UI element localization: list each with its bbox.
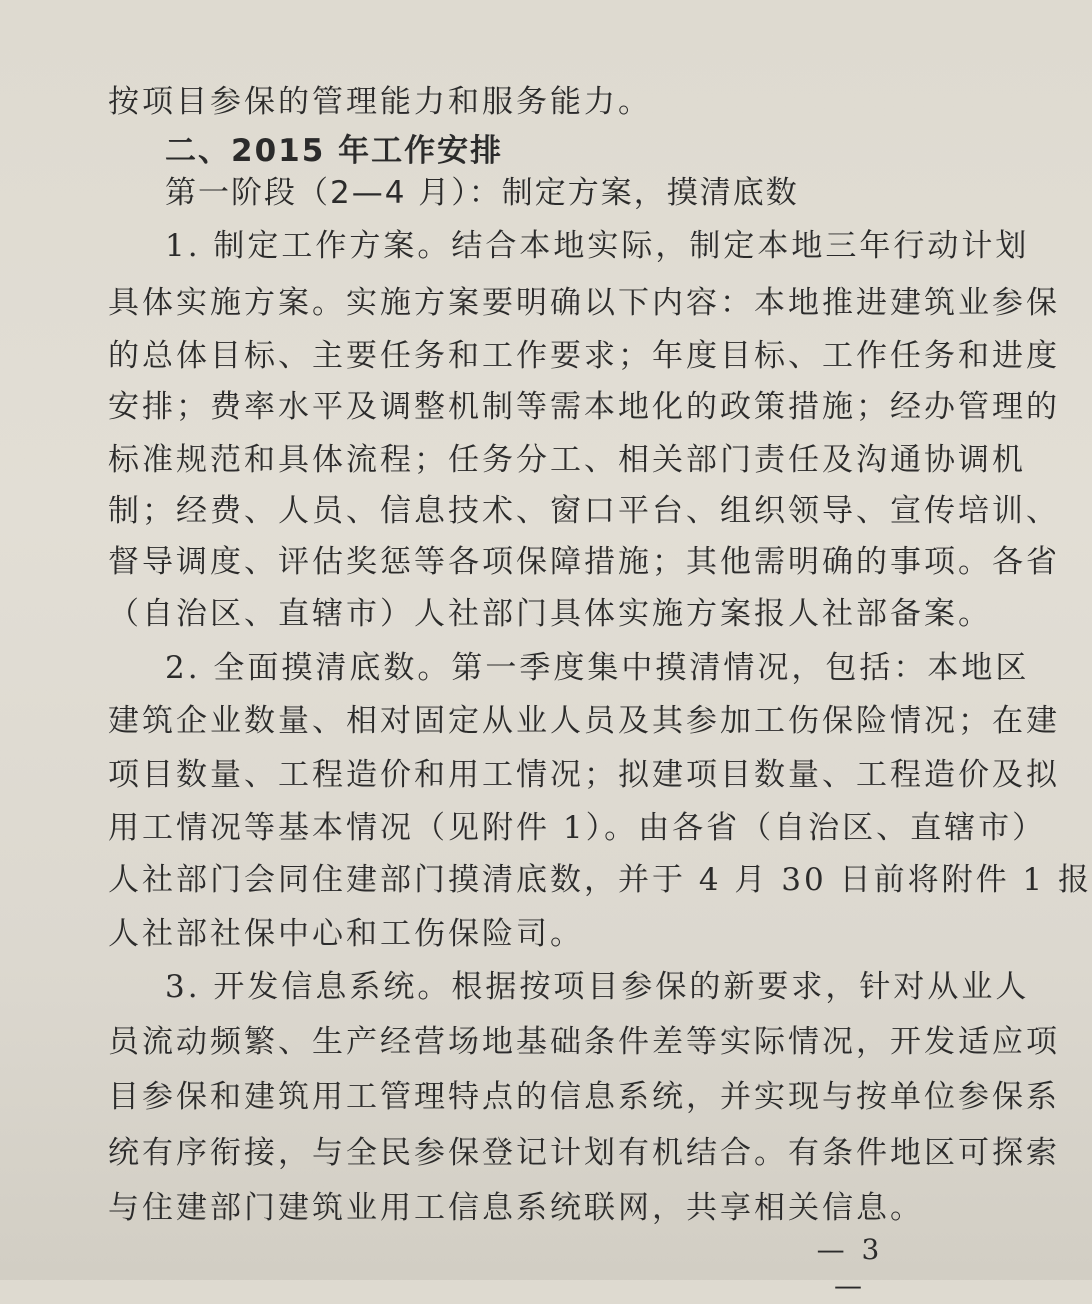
paragraph-line: 员流动频繁、生产经营场地基础条件差等实际情况，开发适应项 [108,1024,1060,1060]
paragraph-line: 人社部门会同住建部门摸清底数，并于 4 月 30 日前将附件 1 报 [108,862,1092,898]
paragraph-line: 按项目参保的管理能力和服务能力。 [108,84,652,120]
paragraph-line: 标准规范和具体流程；任务分工、相关部门责任及沟通协调机 [108,442,1026,478]
paragraph-line: 目参保和建筑用工管理特点的信息系统，并实现与按单位参保系 [108,1079,1060,1115]
paragraph-line: 督导调度、评估奖惩等各项保障措施；其他需明确的事项。各省 [108,544,1060,580]
paragraph-line: 制；经费、人员、信息技术、窗口平台、组织领导、宣传培训、 [108,493,1060,529]
paragraph-line: 3. 开发信息系统。根据按项目参保的新要求，针对从业人 [165,969,1030,1005]
paragraph-line: 安排；费率水平及调整机制等需本地化的政策措施；经办管理的 [108,389,1060,425]
paragraph-line: 2. 全面摸清底数。第一季度集中摸清情况，包括：本地区 [165,650,1030,686]
paragraph-line: 具体实施方案。实施方案要明确以下内容：本地推进建筑业参保 [108,285,1060,321]
paragraph-line: 建筑企业数量、相对固定从业人员及其参加工伤保险情况；在建 [108,703,1060,739]
paragraph-line: 人社部社保中心和工伤保险司。 [108,916,584,952]
paragraph-line: 与住建部门建筑业用工信息系统联网，共享相关信息。 [108,1190,924,1226]
paragraph-line: 的总体目标、主要任务和工作要求；年度目标、工作任务和进度 [108,338,1060,374]
paragraph-line: （自治区、直辖市）人社部门具体实施方案报人社部备案。 [108,596,992,632]
paragraph-line: 统有序衔接，与全民参保登记计划有机结合。有条件地区可探索 [108,1135,1060,1171]
paragraph-line: 用工情况等基本情况（见附件 1）。由各省（自治区、直辖市） [108,810,1047,846]
page-number: — 3 — [816,1233,884,1302]
paragraph-line: 项目数量、工程造价和用工情况；拟建项目数量、工程造价及拟 [108,757,1060,793]
section-heading: 二、2015 年工作安排 [165,133,504,169]
paragraph-line: 1. 制定工作方案。结合本地实际，制定本地三年行动计划 [165,228,1030,264]
subsection-heading: 第一阶段（2—4 月）：制定方案，摸清底数 [165,175,799,211]
